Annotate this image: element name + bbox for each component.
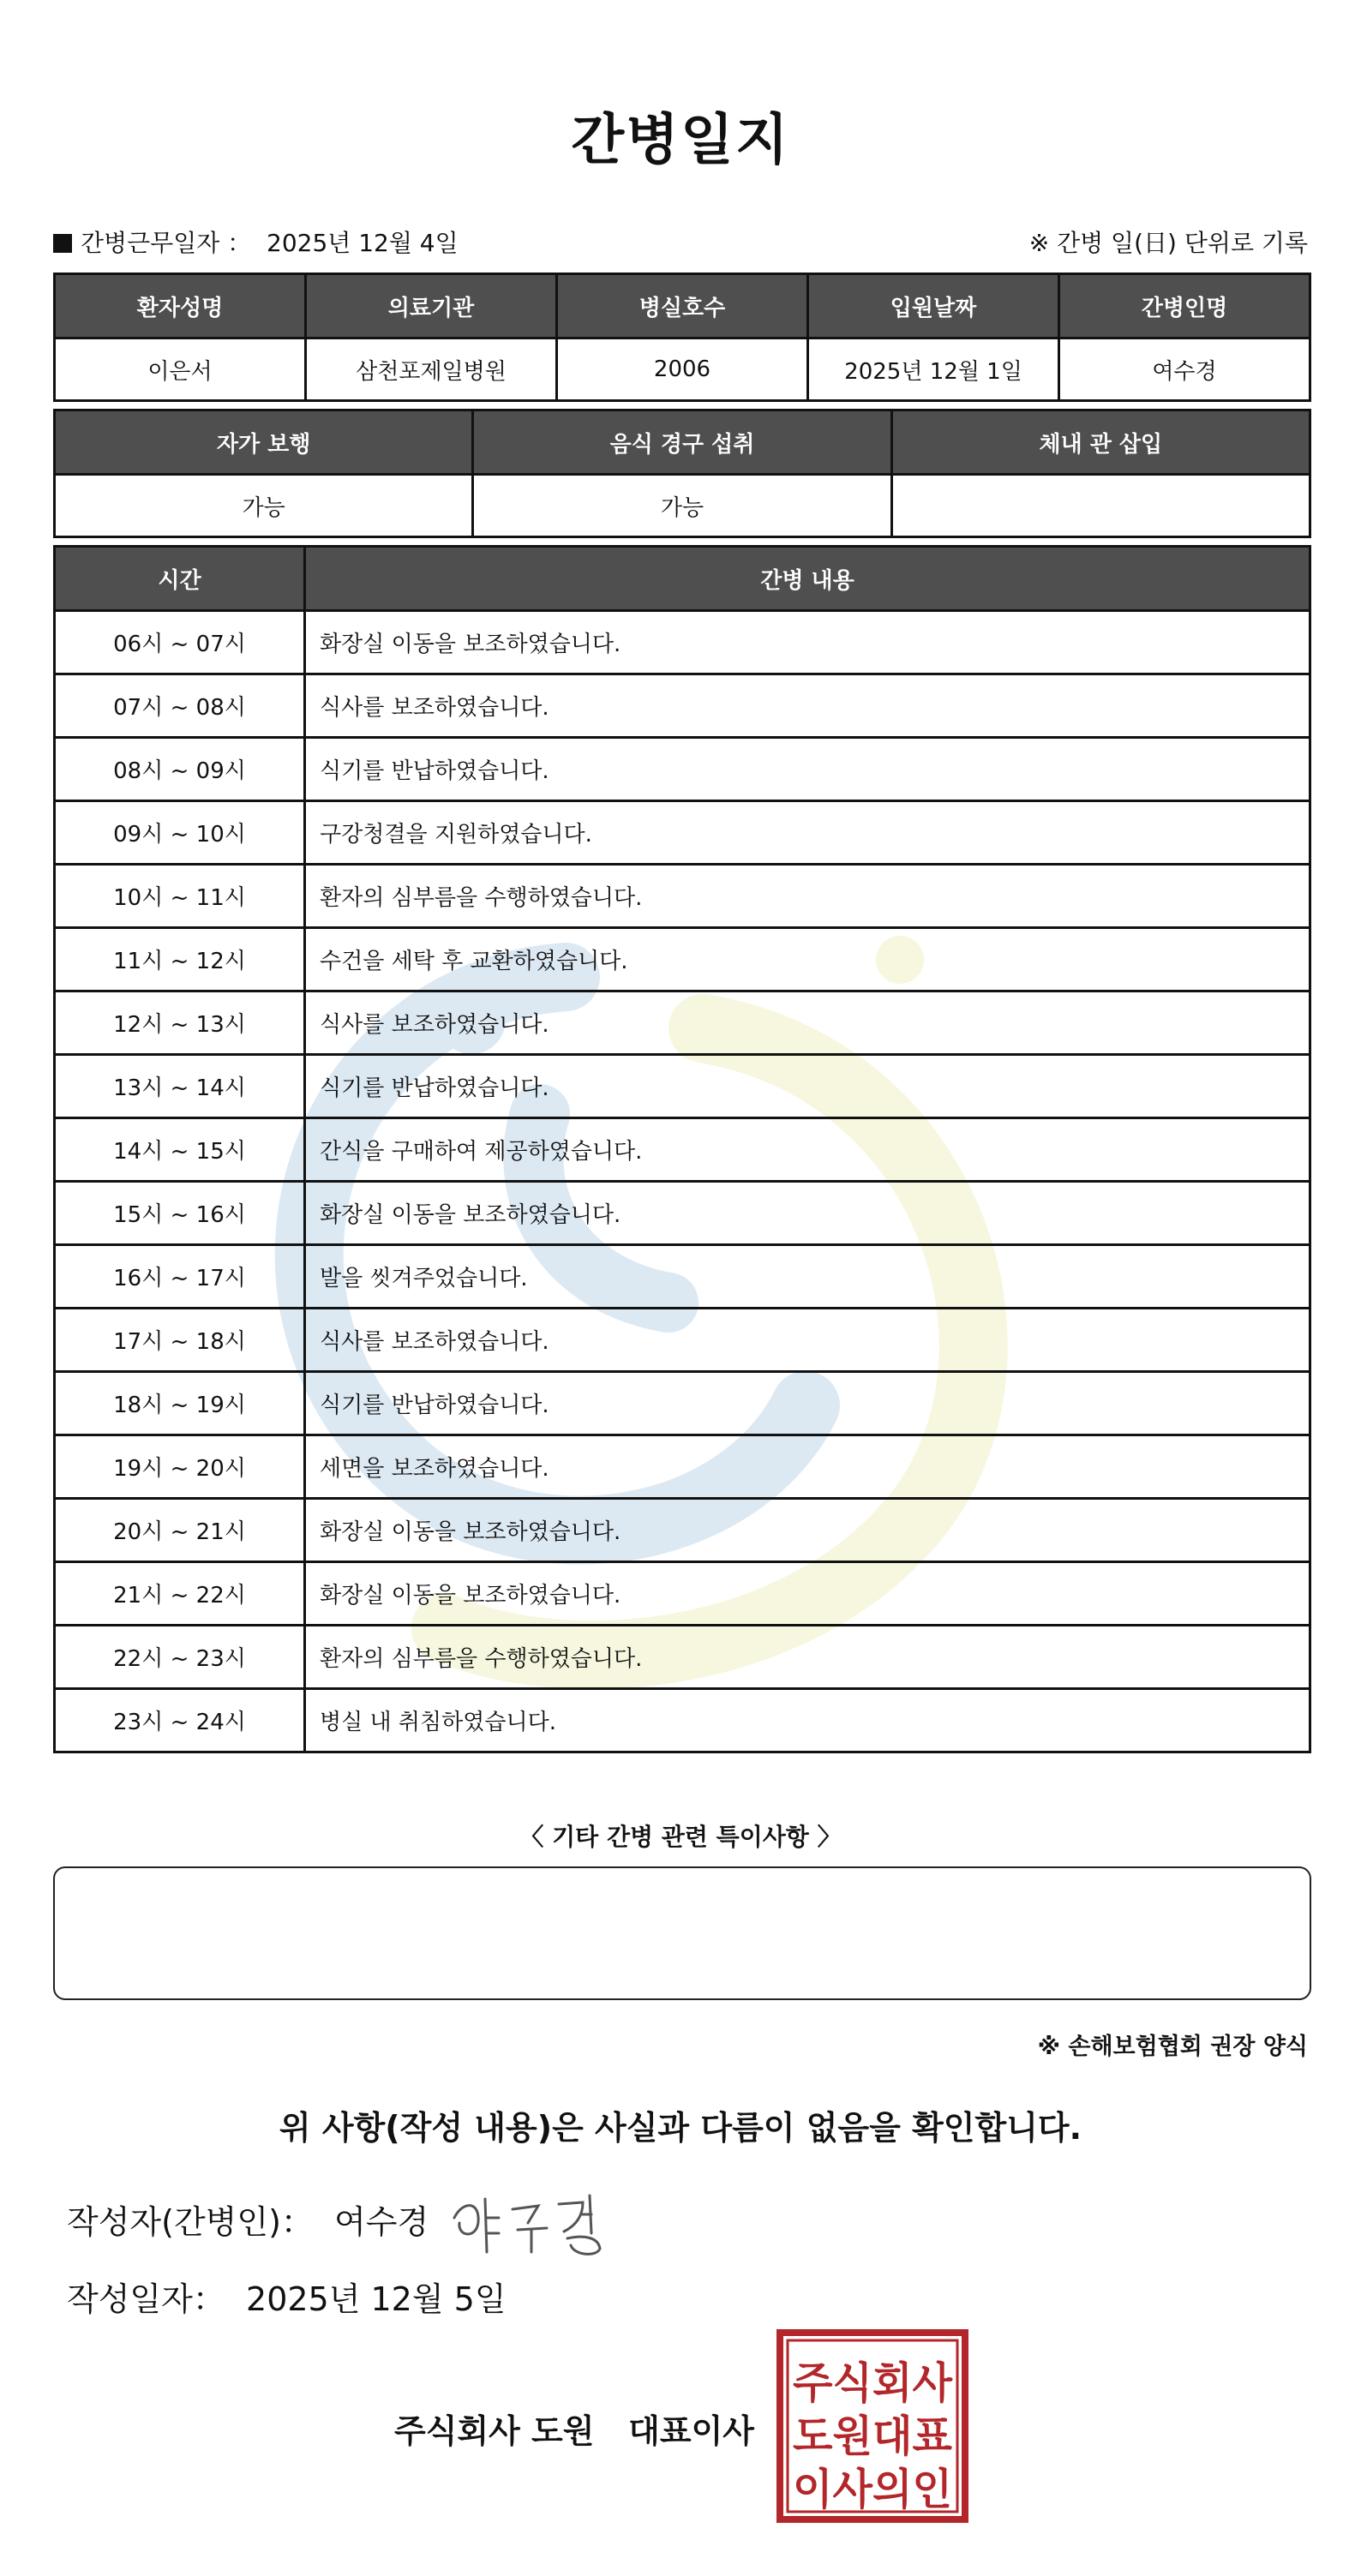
- care-time: 21시 ~ 22시: [55, 1562, 305, 1626]
- care-row: [55, 674, 1310, 738]
- care-row: [55, 738, 1310, 801]
- care-content: 화장실 이동을 보조하였습니다.: [305, 611, 1310, 674]
- care-time: 23시 ~ 24시: [55, 1689, 305, 1752]
- care-row: [55, 1499, 1310, 1562]
- oral-intake: 가능: [473, 475, 891, 537]
- record-note: ※ 간병 일(日) 단위로 기록: [1028, 229, 1308, 257]
- care-time: 10시 ~ 11시: [55, 865, 305, 928]
- care-time: 19시 ~ 20시: [55, 1435, 305, 1499]
- care-content: 병실 내 취침하였습니다.: [305, 1689, 1310, 1752]
- header-self-walking: 자가 보행: [55, 410, 473, 475]
- care-row: [55, 991, 1310, 1055]
- care-row: [55, 801, 1310, 865]
- caregiver-name: 여수경: [1059, 338, 1310, 401]
- handwritten-signature: [446, 2184, 617, 2261]
- writer-name: 여수경: [334, 2203, 429, 2241]
- care-row: [55, 1689, 1310, 1752]
- header-admission-date: 입원날짜: [808, 274, 1059, 338]
- patient-info-table: [53, 273, 1311, 402]
- care-time: 13시 ~ 14시: [55, 1055, 305, 1118]
- svg-text:이사의인: 이사의인: [793, 2465, 952, 2514]
- header-room-number: 병실호수: [557, 274, 808, 338]
- square-bullet-icon: [53, 234, 72, 253]
- care-row: [55, 1435, 1310, 1499]
- svg-text:도원대표: 도원대표: [793, 2411, 953, 2461]
- tube-insertion: [891, 475, 1310, 537]
- confirmation-statement: 위 사항(작성 내용)은 사실과 다름이 없음을 확인합니다.: [279, 2109, 1082, 2147]
- notes-title: 〈 기타 간병 관련 특이사항 〉: [519, 1823, 842, 1851]
- care-row: [55, 611, 1310, 674]
- care-time: 12시 ~ 13시: [55, 991, 305, 1055]
- care-row: [55, 1626, 1310, 1689]
- written-date-value: 2025년 12월 5일: [246, 2280, 507, 2318]
- care-row: [55, 1055, 1310, 1118]
- care-time: 06시 ~ 07시: [55, 611, 305, 674]
- self-walking: 가능: [55, 475, 473, 537]
- care-row: [55, 1562, 1310, 1626]
- company-seal-stamp: [776, 2329, 968, 2523]
- care-time: 16시 ~ 17시: [55, 1245, 305, 1309]
- header-care-content: 간병 내용: [305, 547, 1310, 611]
- care-content: 발을 씻겨주었습니다.: [305, 1245, 1310, 1309]
- writer-line: [67, 2196, 429, 2243]
- header-hospital: 의료기관: [306, 274, 557, 338]
- hospital: 삼천포제일병원: [306, 338, 557, 401]
- recommendation-note: ※ 손해보험협회 권장 양식: [1037, 2034, 1308, 2060]
- care-row: [55, 1182, 1310, 1245]
- care-row: [55, 1309, 1310, 1372]
- care-content: 식사를 보조하였습니다.: [305, 1309, 1310, 1372]
- header-caregiver-name: 간병인명: [1059, 274, 1310, 338]
- care-time: 14시 ~ 15시: [55, 1118, 305, 1182]
- care-time: 18시 ~ 19시: [55, 1372, 305, 1435]
- work-date-label: 간병근무일자 ：: [81, 229, 252, 257]
- patient-status-table: [53, 409, 1311, 538]
- care-content: 세면을 보조하였습니다.: [305, 1435, 1310, 1499]
- care-content: 식기를 반납하였습니다.: [305, 738, 1310, 801]
- care-row: [55, 1245, 1310, 1309]
- care-time: 08시 ~ 09시: [55, 738, 305, 801]
- care-log-table: [53, 545, 1311, 1753]
- admission-date: 2025년 12월 1일: [808, 338, 1059, 401]
- writer-label: 작성자(간병인)：: [67, 2203, 314, 2241]
- care-content: 식사를 보조하였습니다.: [305, 674, 1310, 738]
- care-content: 식기를 반납하였습니다.: [305, 1372, 1310, 1435]
- care-content: 식기를 반납하였습니다.: [305, 1055, 1310, 1118]
- care-row: [55, 1372, 1310, 1435]
- care-content: 화장실 이동을 보조하였습니다.: [305, 1562, 1310, 1626]
- care-time: 20시 ~ 21시: [55, 1499, 305, 1562]
- document-title: 간병일지: [571, 109, 790, 172]
- care-content: 수건을 세탁 후 교환하였습니다.: [305, 928, 1310, 991]
- written-date-label: 작성일자：: [67, 2280, 225, 2318]
- care-content: 식사를 보조하였습니다.: [305, 991, 1310, 1055]
- patient-name: 이은서: [55, 338, 306, 401]
- care-row: [55, 928, 1310, 991]
- care-time: 07시 ~ 08시: [55, 674, 305, 738]
- care-row: [55, 865, 1310, 928]
- header-oral-intake: 음식 경구 섭취: [473, 410, 891, 475]
- header-time: 시간: [55, 547, 305, 611]
- care-time: 11시 ~ 12시: [55, 928, 305, 991]
- header-patient-name: 환자성명: [55, 274, 306, 338]
- written-date-line: [67, 2273, 507, 2320]
- care-time: 09시 ~ 10시: [55, 801, 305, 865]
- care-content: 구강청결을 지원하였습니다.: [305, 801, 1310, 865]
- notes-box: [53, 1866, 1311, 2000]
- care-content: 화장실 이동을 보조하였습니다.: [305, 1499, 1310, 1562]
- company-representative: 주식회사 도원 대표이사: [394, 2412, 754, 2450]
- room-number: 2006: [557, 338, 808, 401]
- care-time: 17시 ~ 18시: [55, 1309, 305, 1372]
- care-content: 화장실 이동을 보조하였습니다.: [305, 1182, 1310, 1245]
- care-content: 간식을 구매하여 제공하였습니다.: [305, 1118, 1310, 1182]
- svg-text:주식회사: 주식회사: [793, 2358, 953, 2408]
- header-tube-insertion: 체내 관 삽입: [891, 410, 1310, 475]
- work-date-value: 2025년 12월 4일: [267, 229, 459, 257]
- care-time: 15시 ~ 16시: [55, 1182, 305, 1245]
- care-time: 22시 ~ 23시: [55, 1626, 305, 1689]
- care-content: 환자의 심부름을 수행하였습니다.: [305, 1626, 1310, 1689]
- work-date: [53, 225, 459, 259]
- care-row: [55, 1118, 1310, 1182]
- care-content: 환자의 심부름을 수행하였습니다.: [305, 865, 1310, 928]
